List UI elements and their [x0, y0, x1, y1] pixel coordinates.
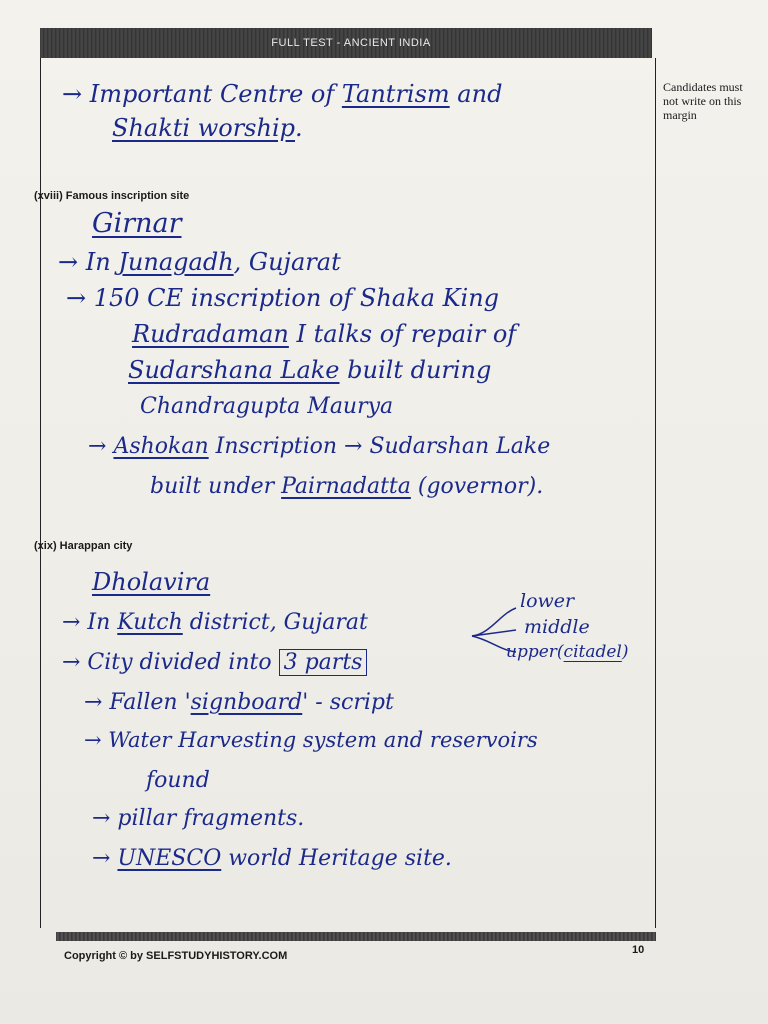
answer-line: → Important Centre of Tantrism and [62, 80, 503, 108]
boxed-phrase: 3 parts [279, 649, 368, 676]
left-margin-rule [40, 58, 41, 928]
answer-line: Rudradaman I talks of repair of [132, 320, 517, 348]
answer-line: → UNESCO world Heritage site. [92, 846, 452, 871]
answer-line: Shakti worship. [112, 114, 303, 142]
margin-note: Candidates must not write on this margin [663, 80, 743, 122]
answer-line: built under Pairnadatta (governor). [150, 474, 544, 499]
answer-line: → Water Harvesting system and reservoirs [84, 728, 538, 752]
answer-title: Girnar [92, 208, 182, 239]
header-bar [40, 28, 652, 58]
answer-line: Chandragupta Maurya [140, 394, 394, 419]
footer-bar [56, 932, 656, 941]
answer-line: Sudarshana Lake built during [128, 356, 492, 384]
answer-line: → Fallen 'signboard' - script [84, 690, 394, 715]
copyright-text: Copyright © by SELFSTUDYHISTORY.COM [64, 950, 288, 962]
branch-middle: middle [524, 616, 590, 638]
page-number: 10 [632, 944, 645, 956]
answer-line: found [146, 768, 210, 793]
right-margin-rule [655, 58, 656, 928]
header-title: FULL TEST - ANCIENT INDIA [271, 37, 431, 49]
answer-line: → 150 CE inscription of Shaka King [66, 284, 500, 312]
branch-lower: lower [520, 590, 575, 612]
answer-line: → In Kutch district, Gujarat [62, 610, 368, 635]
question-label: (xviii) Famous inscription site [34, 190, 190, 202]
branch-upper: upper(citadel) [506, 642, 629, 662]
question-label: (xix) Harappan city [34, 540, 133, 552]
answer-title: Dholavira [92, 568, 211, 596]
answer-line: → pillar fragments. [92, 806, 305, 831]
answer-line: → City divided into 3 parts [62, 650, 367, 675]
answer-line: → Ashokan Inscription → Sudarshan Lake [88, 434, 551, 459]
answer-line: → In Junagadh, Gujarat [58, 248, 341, 276]
